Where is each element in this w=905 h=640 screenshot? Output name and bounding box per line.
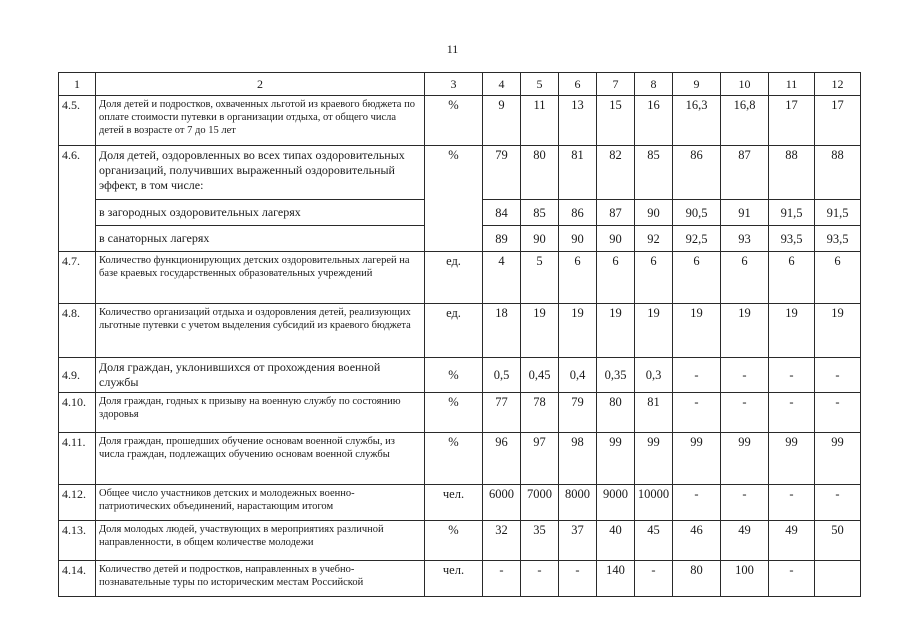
value-cell: 89 [483,226,521,252]
value-cell: 93,5 [769,226,815,252]
value-cell: 17 [815,96,861,146]
value-cell: 0,3 [635,358,673,393]
value-cell: 40 [597,521,635,561]
unit-cell: % [425,393,483,433]
value-cell: 92,5 [673,226,721,252]
value-cell: 11 [521,96,559,146]
value-cell: 85 [635,146,673,200]
table-row [59,146,861,200]
value-cell: 90 [559,226,597,252]
header-cell: 4 [483,73,521,96]
value-cell: 16,8 [721,96,769,146]
unit-cell: % [425,96,483,146]
value-cell: 18 [483,304,521,358]
row-number: 4.14. [59,561,96,597]
row-number: 4.7. [59,252,96,304]
header-cell: 1 [59,73,96,96]
table-row [59,485,861,521]
indicator-name: Доля граждан, годных к призыву на военную службу по состоянию здоровья [96,393,425,433]
unit-cell: чел. [425,561,483,597]
value-cell: 99 [769,433,815,485]
value-cell: 15 [597,96,635,146]
header-cell: 7 [597,73,635,96]
value-cell: 80 [673,561,721,597]
value-cell: 7000 [521,485,559,521]
row-number: 4.12. [59,485,96,521]
table-row [59,521,861,561]
value-cell: 80 [521,146,559,200]
indicator-name: Доля детей и подростков, охваченных льготой из краевого бюджета по оплате стоимости путевки в организации отдыха, от общего числа детей в возрасте от 7 до 15 лет [96,96,425,146]
value-cell: 97 [521,433,559,485]
value-cell: - [721,393,769,433]
value-cell: 8000 [559,485,597,521]
value-cell: 16 [635,96,673,146]
table-row [59,561,861,597]
value-cell: 6 [721,252,769,304]
header-cell: 5 [521,73,559,96]
value-cell: 81 [559,146,597,200]
indicator-subname: в санаторных лагерях [96,226,425,252]
value-cell: - [721,485,769,521]
value-cell: - [635,561,673,597]
value-cell: 91,5 [769,200,815,226]
value-cell: 19 [815,304,861,358]
header-cell: 9 [673,73,721,96]
unit-cell: % [425,358,483,393]
value-cell: - [769,561,815,597]
value-cell: 16,3 [673,96,721,146]
value-cell: 5 [521,252,559,304]
value-cell: 99 [597,433,635,485]
indicator-name: Количество функционирующих детских оздоровительных лагерей на базе краевых государственных образовательных учреждений [96,252,425,304]
value-cell: 98 [559,433,597,485]
table-row [59,96,861,146]
value-cell: 80 [597,393,635,433]
value-cell: 93,5 [815,226,861,252]
header-row [59,73,861,96]
value-cell: 100 [721,561,769,597]
value-cell: - [769,358,815,393]
value-cell: - [815,393,861,433]
value-cell: 49 [721,521,769,561]
header-cell: 11 [769,73,815,96]
value-cell: 99 [635,433,673,485]
value-cell: - [815,485,861,521]
value-cell: 19 [597,304,635,358]
value-cell: 19 [521,304,559,358]
value-cell: 13 [559,96,597,146]
value-cell: 9000 [597,485,635,521]
value-cell: 91 [721,200,769,226]
value-cell: 90,5 [673,200,721,226]
value-cell: 90 [635,200,673,226]
table-row [59,252,861,304]
table-row [59,433,861,485]
header-cell: 12 [815,73,861,96]
unit-cell: ед. [425,304,483,358]
value-cell: 0,35 [597,358,635,393]
value-cell: 6 [673,252,721,304]
value-cell: 37 [559,521,597,561]
indicator-name: Общее число участников детских и молодежных военно-патриотических объединений, нарастающим итогом [96,485,425,521]
value-cell: 96 [483,433,521,485]
value-cell: - [769,393,815,433]
value-cell: - [815,358,861,393]
value-cell: 90 [521,226,559,252]
value-cell: 77 [483,393,521,433]
value-cell: 19 [721,304,769,358]
row-number: 4.11. [59,433,96,485]
value-cell: - [769,485,815,521]
value-cell: 45 [635,521,673,561]
header-cell: 6 [559,73,597,96]
value-cell: 86 [559,200,597,226]
value-cell: 6000 [483,485,521,521]
value-cell: 35 [521,521,559,561]
value-cell: 140 [597,561,635,597]
value-cell: 81 [635,393,673,433]
value-cell: 78 [521,393,559,433]
value-cell: - [673,358,721,393]
value-cell: 87 [597,200,635,226]
value-cell: 99 [815,433,861,485]
value-cell: - [559,561,597,597]
value-cell: 6 [815,252,861,304]
value-cell: 19 [769,304,815,358]
header-cell: 10 [721,73,769,96]
value-cell: 19 [673,304,721,358]
value-cell: 88 [815,146,861,200]
value-cell: 32 [483,521,521,561]
value-cell: 6 [559,252,597,304]
indicator-name: Доля граждан, прошедших обучение основам военной службы, из числа граждан, подлежащих обучению основам военной службы [96,433,425,485]
value-cell: 84 [483,200,521,226]
header-cell: 8 [635,73,673,96]
value-cell: 79 [559,393,597,433]
row-number: 4.10. [59,393,96,433]
page-number: 11 [446,42,459,56]
value-cell: 6 [769,252,815,304]
unit-cell: чел. [425,485,483,521]
value-cell: 46 [673,521,721,561]
value-cell: 90 [597,226,635,252]
value-cell: 6 [597,252,635,304]
unit-cell: % [425,521,483,561]
value-cell: 6 [635,252,673,304]
table-row [59,304,861,358]
value-cell: 99 [721,433,769,485]
unit-cell: ед. [425,252,483,304]
row-number: 4.5. [59,96,96,146]
value-cell: 88 [769,146,815,200]
value-cell: 17 [769,96,815,146]
value-cell: 99 [673,433,721,485]
unit-cell: % [425,433,483,485]
value-cell: 91,5 [815,200,861,226]
value-cell: 79 [483,146,521,200]
value-cell: - [521,561,559,597]
indicators-table [58,72,861,597]
row-number: 4.13. [59,521,96,561]
table-row [59,393,861,433]
value-cell: 4 [483,252,521,304]
value-cell: 10000 [635,485,673,521]
row-number: 4.6. [59,146,96,252]
value-cell: 86 [673,146,721,200]
header-cell: 3 [425,73,483,96]
indicator-subname: в загородных оздоровительных лагерях [96,200,425,226]
value-cell: 93 [721,226,769,252]
value-cell: 0,45 [521,358,559,393]
value-cell: 92 [635,226,673,252]
indicator-name: Количество организаций отдыха и оздоровления детей, реализующих льготные путевки с учетом выделения субсидий из краевого бюджета [96,304,425,358]
value-cell [815,561,861,597]
indicator-name: Количество детей и подростков, направленных в учебно-познавательные туры по историческим местам Российской [96,561,425,597]
value-cell: 19 [635,304,673,358]
value-cell: - [483,561,521,597]
value-cell: - [721,358,769,393]
value-cell: 9 [483,96,521,146]
indicator-name: Доля молодых людей, участвующих в мероприятиях различной направленности, в общем количестве молодежи [96,521,425,561]
value-cell: 87 [721,146,769,200]
row-number: 4.9. [59,358,96,393]
value-cell: - [673,393,721,433]
table-row [59,358,861,393]
value-cell: 19 [559,304,597,358]
header-cell: 2 [96,73,425,96]
indicator-name: Доля граждан, уклонившихся от прохождения военной службы [96,358,425,393]
value-cell: 85 [521,200,559,226]
row-number: 4.8. [59,304,96,358]
value-cell: 0,4 [559,358,597,393]
value-cell: 49 [769,521,815,561]
indicator-name: Доля детей, оздоровленных во всех типах оздоровительных организаций, получивших выраженный оздоровительный эффект, в том числе: [96,146,425,200]
value-cell: 0,5 [483,358,521,393]
unit-cell: % [425,146,483,252]
value-cell: - [673,485,721,521]
value-cell: 82 [597,146,635,200]
value-cell: 50 [815,521,861,561]
